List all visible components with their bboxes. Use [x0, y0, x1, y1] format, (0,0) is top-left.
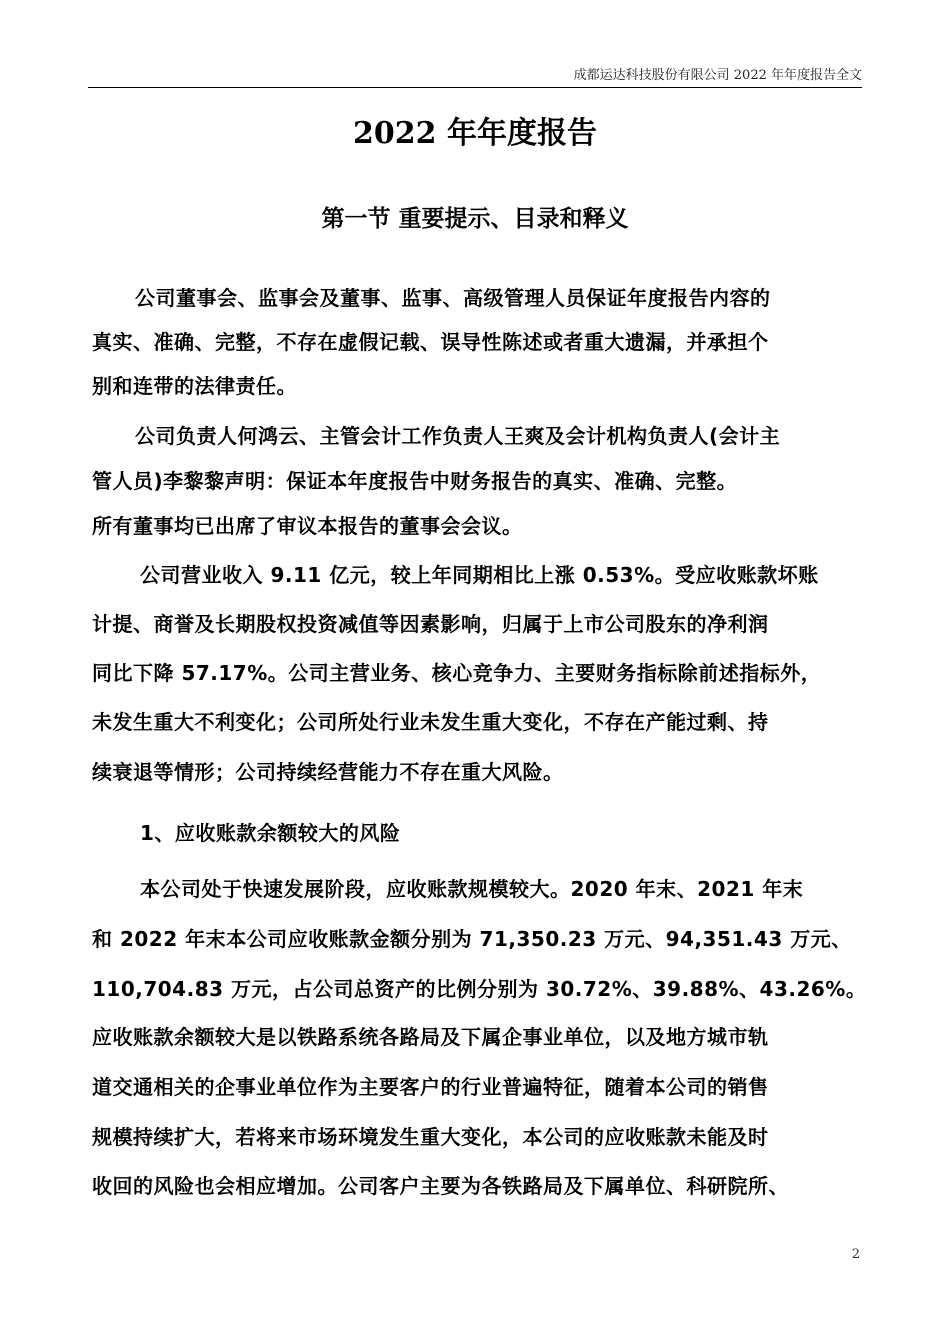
paragraph3-line: 公司营业收入 9.11 亿元，较上年同期相比上涨 0.53%。受应收账款坏账 [140, 563, 819, 587]
paragraph4-line: 收回的风险也会相应增加。公司客户主要为各铁路局及下属单位、科研院所、 [92, 1174, 789, 1198]
paragraph3-line: 续衰退等情形；公司持续经营能力不存在重大风险。 [92, 760, 564, 784]
paragraph2-line: 管人员)李黎黎声明：保证本年度报告中财务报告的真实、准确、完整。 [92, 469, 738, 493]
header-divider [88, 87, 862, 88]
paragraph2-line: 公司负责人何鸿云、主管会计工作负责人王爽及会计机构负责人(会计主 [135, 424, 781, 448]
paragraph3-line: 计提、商誉及长期股权投资减值等因素影响，归属于上市公司股东的净利润 [92, 612, 769, 636]
report-title: 2022 年年度报告 [353, 116, 597, 151]
paragraph1-line: 真实、准确、完整，不存在虚假记载、误导性陈述或者重大遗漏，并承担个 [92, 330, 769, 354]
paragraph4-line: 和 2022 年末本公司应收账款金额分别为 71,350.23 万元、94,351.43 万元、 [92, 927, 852, 951]
paragraph4-line: 110,704.83 万元，占公司总资产的比例分别为 30.72%、39.88%、43.26%。 [92, 977, 867, 1001]
paragraph3-line: 同比下降 57.17%。公司主营业务、核心竞争力、主要财务指标除前述指标外， [92, 661, 822, 685]
page-number: 2 [851, 1247, 860, 1262]
page-header-text: 成都运达科技股份有限公司 2022 年年度报告全文 [573, 68, 862, 83]
paragraph4-line: 应收账款余额较大是以铁路系统各路局及下属企事业单位，以及地方城市轨 [92, 1025, 769, 1049]
paragraph4-line: 道交通相关的企事业单位作为主要客户的行业普遍特征，随着本公司的销售 [92, 1075, 769, 1099]
paragraph3-line: 未发生重大不利变化；公司所处行业未发生重大变化，不存在产能过剩、持 [92, 710, 769, 734]
risk-heading: 1、应收账款余额较大的风险 [140, 821, 401, 845]
paragraph4-line: 规模持续扩大，若将来市场环境发生重大变化，本公司的应收账款未能及时 [92, 1125, 769, 1149]
paragraph4-line: 本公司处于快速发展阶段，应收账款规模较大。2020 年末、2021 年末 [140, 877, 804, 901]
paragraph2-line: 所有董事均已出席了审议本报告的董事会会议。 [92, 514, 523, 538]
section-title: 第一节 重要提示、目录和释义 [321, 206, 629, 232]
paragraph1-line: 公司董事会、监事会及董事、监事、高级管理人员保证年度报告内容的 [135, 286, 771, 310]
paragraph1-line: 别和连带的法律责任。 [92, 374, 297, 398]
